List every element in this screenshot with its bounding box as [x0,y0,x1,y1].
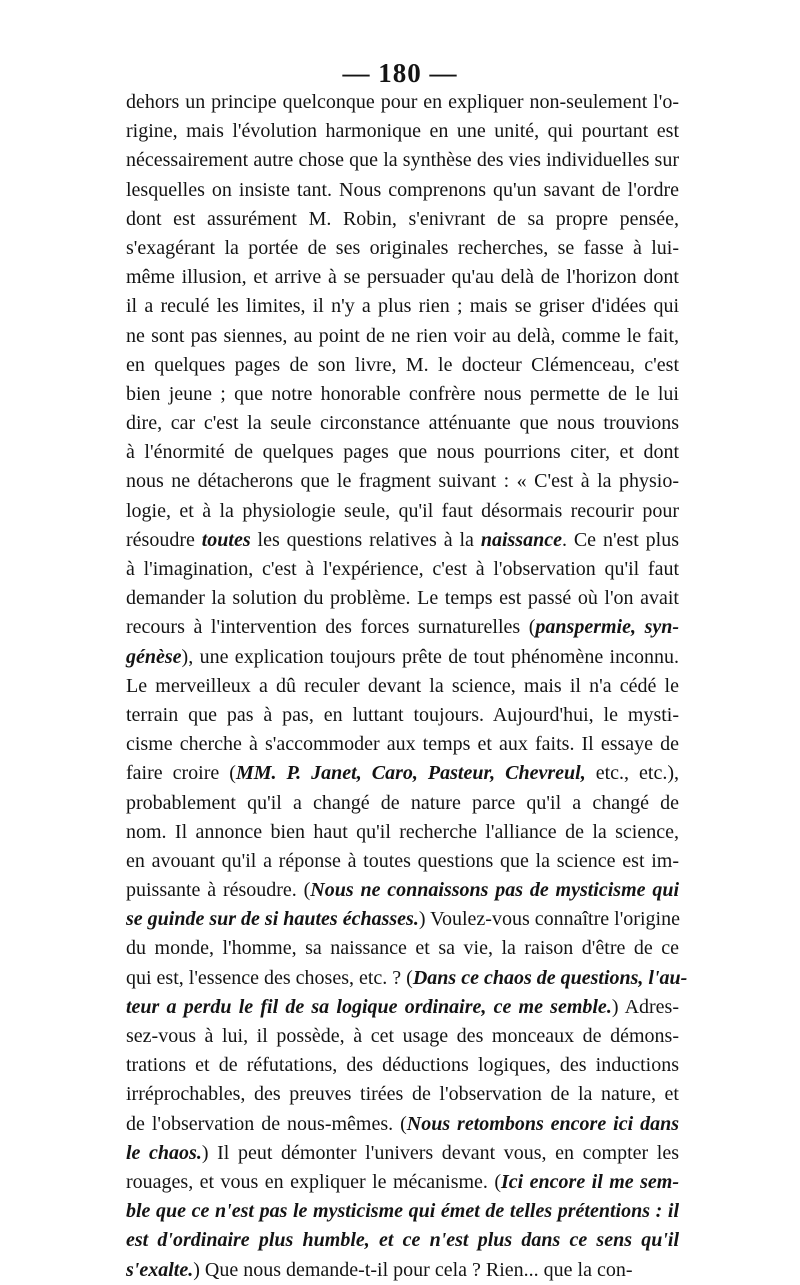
text-line [126,1110,679,1139]
text-segment: rigine, mais l'évolution harmonique en une unité, qui pourtant est [126,120,679,143]
text-segment: ) Il peut démonter l'univers devant vous, en compter les [201,1141,680,1164]
text-line [126,234,679,263]
italic-text: Ici encore il me sem- [501,1170,679,1193]
text-segment: trations et de réfutations, des déductions logiques, des inductions [126,1054,679,1077]
text-line [126,1022,679,1051]
text-segment: résoudre [126,528,202,551]
text-line [126,292,679,321]
text-line [126,730,679,759]
text-line [126,380,679,409]
text-segment: probablement qu'il a changé de nature parce qu'il a changé de [126,791,679,814]
text-line [126,263,679,292]
text-segment: logie, et à la physiologie seule, qu'il faut désormais recourir pour [126,499,679,522]
text-segment: ) Que nous demande-t-il pour cela ? Rien... que la con- [193,1258,633,1281]
text-line [126,643,679,672]
text-line [126,146,679,175]
text-line [126,934,679,963]
text-line [126,1139,679,1168]
italic-text: est d'ordinaire plus humble, et ce n'est plus dans ce sens qu'il [126,1229,679,1252]
text-segment: ne sont pas siennes, au point de ne rien voir au delà, comme le fait, [126,324,679,347]
text-segment: lesquelles on insiste tant. Nous comprenons qu'un savant de l'ordre [126,178,679,201]
text-line [126,322,679,351]
text-line [126,467,679,496]
italic-text: naissance [480,528,562,551]
text-line [126,351,679,380]
italic-text: teur a perdu le fil de sa logique ordinaire, ce me semble. [126,995,612,1018]
italic-text: toutes [201,528,251,551]
text-segment: demander la solution du problème. Le temps est passé où l'on avait [126,587,679,610]
text-segment: etc., etc.), [585,762,680,785]
text-segment: les questions relatives à la [250,528,481,551]
italic-text: Nous retombons encore ici dans [406,1112,680,1135]
text-segment: même illusion, et arrive à se persuader qu'au delà de l'horizon dont [126,266,679,289]
text-line [126,759,679,788]
text-segment: de l'observation de nous-mêmes. ( [126,1112,407,1135]
text-line [126,526,679,555]
text-line [126,438,679,467]
text-segment: s'exagérant la portée de ses originales recherches, se fasse à lui- [126,236,679,259]
italic-text: le chaos. [126,1141,202,1164]
text-line [126,409,679,438]
text-segment: nous ne détacherons que le fragment suivant : « C'est à la physio- [126,470,679,493]
text-segment: en quelques pages de son livre, M. le docteur Clémenceau, c'est [126,353,679,376]
text-line [126,176,679,205]
text-segment: qui est, l'essence des choses, etc. ? ( [126,966,413,989]
text-segment: à l'énormité de quelques pages que nous pourrions citer, et dont [126,441,679,464]
text-line [126,1197,679,1226]
text-segment: bien jeune ; que notre honorable confrère nous permette de le lui [126,382,679,405]
text-segment: nécessairement autre chose que la synthèse des vies individuelles sur [126,149,679,172]
text-line [126,993,679,1022]
text-segment: cisme cherche à s'accommoder aux temps et aux faits. Il essaye de [126,733,679,756]
text-segment: Le merveilleux a dû reculer devant la science, mais il n'a cédé le [126,674,679,697]
body-text [126,88,688,1285]
text-segment: à l'imagination, c'est à l'expérience, c'est à l'observation qu'il faut [126,558,679,580]
text-segment: faire croire ( [126,762,236,785]
text-segment: irréprochables, des preuves tirées de l'observation de la nature, et [126,1083,679,1106]
text-segment: terrain que pas à pas, en luttant toujours. Aujourd'hui, le mysti- [126,703,679,726]
text-segment: puissante à résoudre. ( [126,879,311,902]
text-line [126,876,679,905]
text-line [126,905,679,934]
text-line [126,847,679,876]
text-segment: en avouant qu'il a réponse à toutes questions que la science est im- [126,849,679,872]
text-segment: sez-vous à lui, il possède, à cet usage des monceaux de démons- [126,1025,679,1047]
text-segment: ) Adres- [611,995,679,1018]
text-line [126,1080,679,1109]
text-line [126,117,679,146]
text-segment: il a reculé les limites, il n'y a plus rien ; mais se griser d'idées qui [126,295,679,318]
text-line [126,1256,679,1285]
italic-text: Nous ne connaissons pas de mysticisme qui [310,879,679,902]
italic-text: ble que ce n'est pas le mysticisme qui émet de telles prétentions : il [126,1200,679,1223]
text-segment: ) Voulez-vous connaître l'origine [418,908,680,931]
text-line [126,555,679,584]
text-line [126,1051,679,1080]
page-number: — 180 — [342,58,458,88]
text-line [126,789,679,818]
text-segment: dont est assurément M. Robin, s'enivrant de sa propre pensée, [126,207,679,230]
text-segment: dire, car c'est la seule circonstance atténuante que nous trouvions [126,412,679,435]
text-segment: nom. Il annonce bien haut qu'il recherche l'alliance de la science, [126,820,679,843]
text-line [126,497,679,526]
italic-text: panspermie, syn- [535,616,680,639]
text-line [126,964,688,993]
text-line [126,1226,679,1255]
text-segment: . Ce n'est plus [561,528,679,551]
italic-text: génèse [126,645,182,668]
text-segment: ), une explication toujours prête de tout phénomène inconnu. [181,645,679,668]
text-segment: recours à l'intervention des forces surnaturelles ( [126,616,536,639]
text-segment: rouages, et vous en expliquer le mécanisme. ( [126,1170,502,1193]
text-line [126,1168,679,1197]
text-line [126,613,679,642]
text-line [126,672,679,701]
text-line [126,701,679,730]
text-segment: du monde, l'homme, sa naissance et sa vie, la raison d'être de ce [126,937,679,960]
italic-text: se guinde sur de si hautes échasses. [126,908,419,931]
text-line [126,205,679,234]
text-line [126,88,679,117]
text-line [126,818,679,847]
text-line [126,584,679,613]
text-segment: dehors un principe quelconque pour en expliquer non-seulement l'o- [126,91,679,113]
italic-text: s'exalte. [126,1258,194,1281]
italic-text: MM. P. Janet, Caro, Pasteur, Chevreul, [235,762,586,785]
italic-text: Dans ce chaos de questions, l'au- [412,966,688,989]
